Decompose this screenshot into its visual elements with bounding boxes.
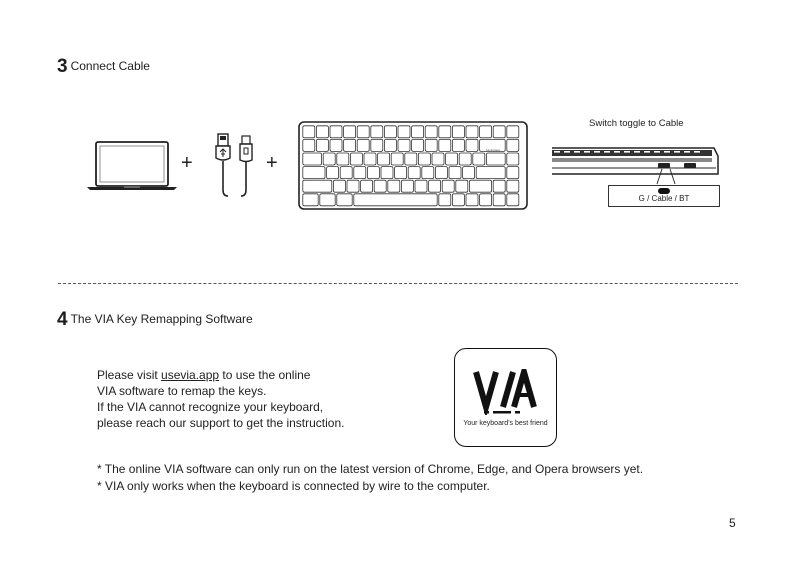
keycap	[354, 194, 437, 206]
keycap	[316, 126, 328, 138]
instruction-line-1	[97, 367, 344, 383]
keycap	[303, 194, 318, 206]
keycap	[364, 153, 376, 165]
keycap	[371, 139, 383, 151]
keycap	[507, 126, 519, 138]
note-browser-support: * The online VIA software can only run on the latest version of Chrome, Edge, and Opera browsers yet.	[97, 462, 644, 476]
keycap	[463, 167, 475, 179]
keycap	[507, 180, 519, 192]
keycap	[459, 153, 471, 165]
keycap	[391, 153, 403, 165]
keycap	[344, 126, 356, 138]
section-3-title	[57, 56, 150, 78]
keycap	[452, 139, 464, 151]
keycap	[422, 167, 434, 179]
keycap	[337, 153, 349, 165]
keycap	[486, 153, 505, 165]
keycap	[425, 126, 437, 138]
keycap	[466, 194, 478, 206]
keycap	[452, 126, 464, 138]
keycap	[303, 180, 332, 192]
keycap	[476, 167, 505, 179]
keycap	[354, 167, 366, 179]
keycap	[493, 126, 505, 138]
via-tagline: Your keyboard's best friend	[463, 420, 548, 427]
keycap	[367, 167, 379, 179]
keycap	[350, 153, 362, 165]
keycap	[398, 126, 410, 138]
keycap	[361, 180, 373, 192]
keycap	[405, 153, 417, 165]
note-wired-only: * VIA only works when the keyboard is connected by wire to the computer.	[97, 479, 490, 493]
keycap	[347, 180, 359, 192]
usb-cable-icon	[210, 132, 262, 198]
via-notes	[97, 461, 643, 495]
keycap	[330, 139, 342, 151]
section-divider	[58, 283, 738, 284]
keycap	[480, 194, 492, 206]
laptop-icon	[86, 140, 178, 192]
keycap	[395, 167, 407, 179]
keycap	[439, 139, 451, 151]
keycap	[401, 180, 413, 192]
keycap	[398, 139, 410, 151]
keycap	[357, 126, 369, 138]
keycap	[493, 180, 505, 192]
page-number: 5	[729, 516, 736, 530]
keycap	[466, 126, 478, 138]
instruction-line-3: If the VIA cannot recognize your keyboard,	[97, 400, 324, 414]
instruction-line-4: please reach our support to get the instruction.	[97, 416, 345, 430]
keycap	[493, 194, 505, 206]
keycap	[507, 153, 519, 165]
backspace-key-label: backspace	[486, 148, 501, 152]
keycap	[449, 167, 461, 179]
instruction-line-2: VIA software to remap the keys.	[97, 384, 267, 398]
section-4-title	[57, 309, 253, 331]
keycap	[452, 194, 464, 206]
keycap	[507, 139, 519, 151]
keycap	[415, 180, 427, 192]
keycap	[412, 126, 424, 138]
keycap	[374, 180, 386, 192]
section-4-number: 4	[57, 309, 68, 330]
keycap	[446, 153, 458, 165]
keycap	[327, 167, 339, 179]
keycap	[333, 180, 345, 192]
via-wordmark-graphic	[473, 369, 539, 415]
keycap	[371, 126, 383, 138]
keycap	[357, 139, 369, 151]
instruction-line-1-start: Please visit	[97, 368, 162, 382]
keycap	[344, 139, 356, 151]
keycap	[378, 153, 390, 165]
section-3-title-text: Connect Cable	[70, 59, 150, 73]
keycap	[507, 194, 519, 206]
keycap	[469, 180, 491, 192]
via-logo	[454, 348, 557, 447]
keycap	[337, 194, 352, 206]
keycap	[303, 139, 315, 151]
section-4-title-text: The VIA Key Remapping Software	[70, 312, 253, 326]
keycap	[408, 167, 420, 179]
keycap	[435, 167, 447, 179]
keycap	[384, 126, 396, 138]
mode-toggle-label: G / Cable / BT	[638, 194, 690, 203]
instruction-line-1-end: to use the online	[219, 368, 311, 382]
keycap	[316, 139, 328, 151]
keyboard-top-view	[298, 121, 528, 210]
keycap	[303, 153, 322, 165]
keycap	[442, 180, 454, 192]
keycap	[473, 153, 485, 165]
keycap	[456, 180, 468, 192]
mode-toggle-callout	[608, 185, 720, 207]
keycap	[381, 167, 393, 179]
keycap	[507, 167, 519, 179]
keycap	[432, 153, 444, 165]
keycap	[303, 126, 315, 138]
keycap	[480, 126, 492, 138]
usevia-link[interactable]: usevia.app	[161, 368, 220, 382]
keycap	[425, 139, 437, 151]
keycap	[340, 167, 352, 179]
keycap	[412, 139, 424, 151]
keycap	[320, 194, 335, 206]
keycap	[418, 153, 430, 165]
keycap	[429, 180, 441, 192]
keycap	[384, 139, 396, 151]
keycap	[388, 180, 400, 192]
section-3-number: 3	[57, 56, 68, 77]
switch-toggle-label: Switch toggle to Cable	[589, 118, 684, 129]
plus-sign-1: +	[181, 152, 193, 174]
keycap	[466, 139, 478, 151]
keycap	[303, 167, 325, 179]
keycap	[330, 126, 342, 138]
plus-sign-2: +	[266, 152, 278, 174]
keycap	[323, 153, 335, 165]
via-instructions	[97, 367, 344, 431]
keycap	[439, 126, 451, 138]
keycap	[439, 194, 451, 206]
